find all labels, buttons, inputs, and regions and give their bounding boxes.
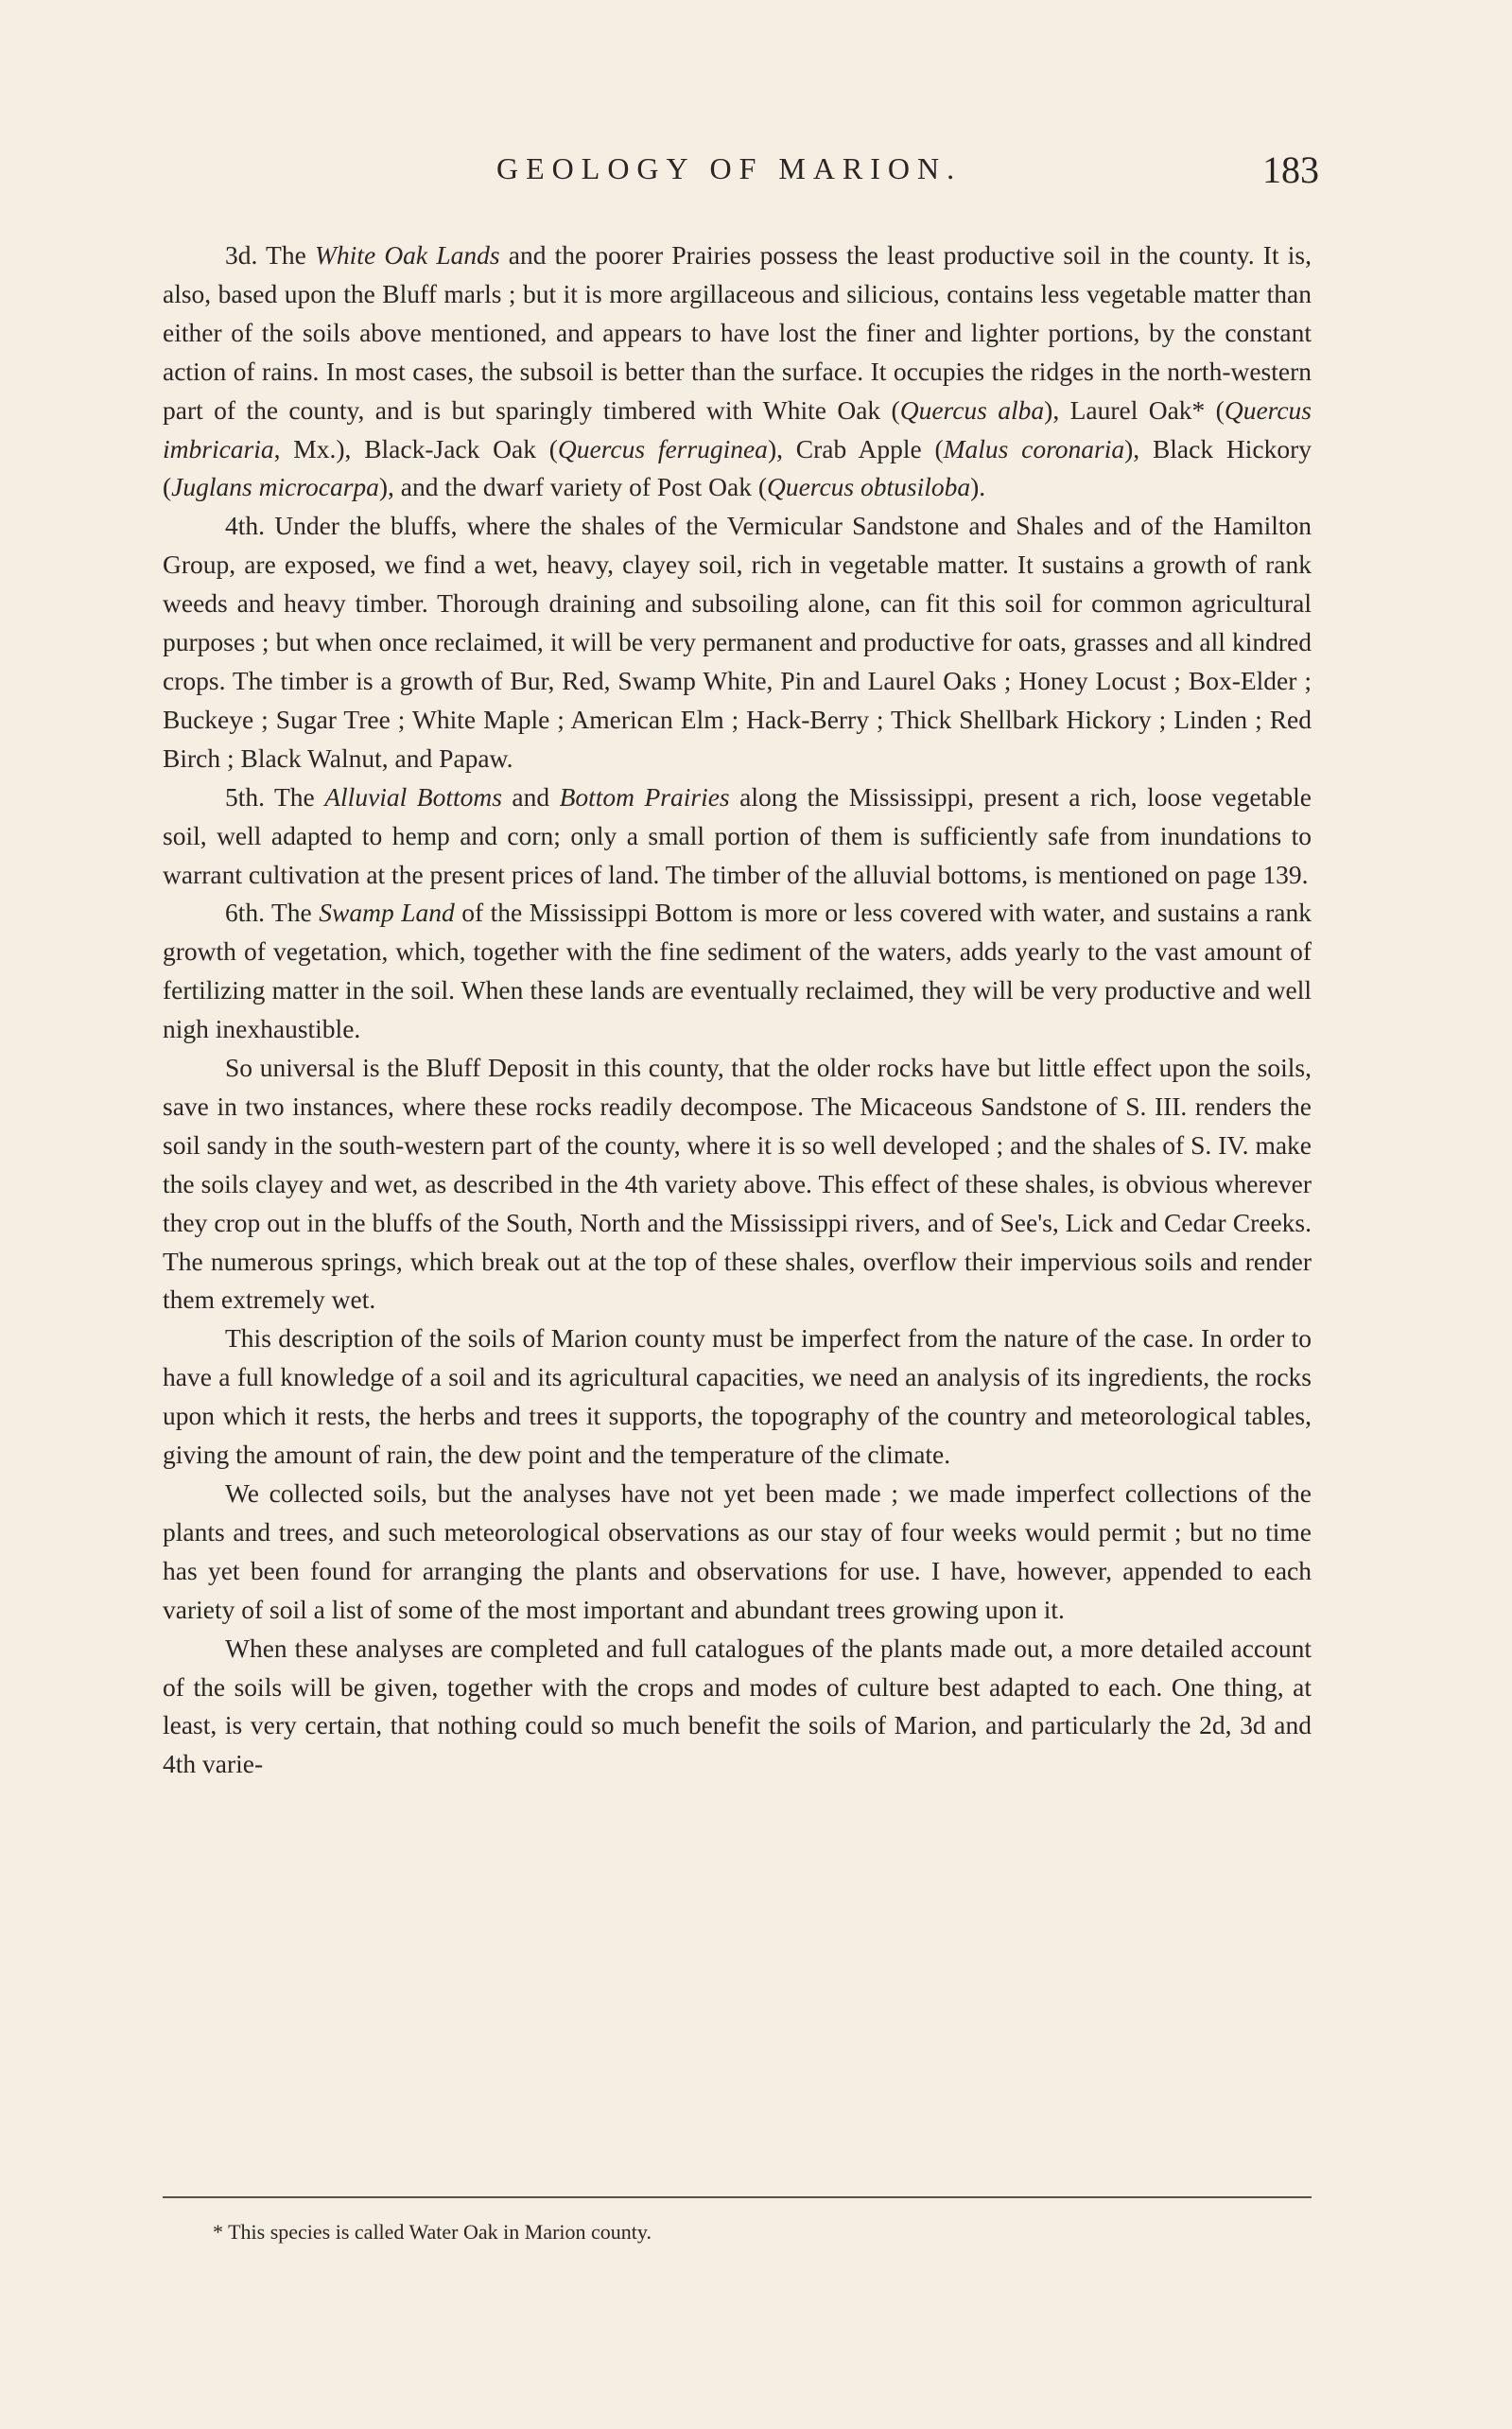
footnote-rule (163, 2196, 1312, 2198)
paragraph-alluvial-bottoms (163, 778, 1312, 895)
latin-name: Quercus imbricaria (163, 394, 1312, 463)
latin-name: Quercus alba (899, 394, 1045, 425)
page-number: 183 (1262, 149, 1319, 191)
italic-term: White Oak Lands (315, 240, 500, 270)
paragraph-bluff-deposit: So universal is the Bluff Deposit in this county, that the older rocks have but little effect upon the soils, save in two instances, where these rocks readily decompose. The Micaceous Sandstone of S. III. renders the soil sandy in the south-western part of the county, where it is so well developed ; and the shales of S. IV. make the soils clayey and wet, as described in the 4th variety above. This effect of these shales, is obvious wherever they crop out in the bluffs of the South, North and the Mississippi rivers, and of See's, Lick and Cedar Creeks. The numerous springs, which break out at the top of these shales, overflow their impervious soils and render them extremely wet. (163, 1053, 1312, 1315)
latin-name: Quercus ferruginea (557, 433, 768, 463)
text-run: of the Mississippi Bottom is more or less covered with water, and sustains a rank growth of vegetation, which, together with the fine sediment of the waters, adds yearly to the vast amount of fertilizing matter in the soil. When these lands are eventually reclaimed, they will be very productive and well nigh inexhaustible. (163, 898, 1312, 1044)
text-run: ). (970, 472, 986, 502)
text-run: and (501, 781, 560, 812)
text-run: 6th. The (225, 898, 320, 928)
italic-term: Bottom Prairies (559, 781, 730, 812)
latin-name: Malus coronaria (943, 433, 1125, 463)
paragraph-swamp-land (163, 894, 1312, 1049)
body-text (163, 236, 1312, 1784)
text-run: ), and the dwarf variety of Post Oak ( (378, 472, 767, 502)
latin-name: Juglans microcarpa (171, 472, 379, 502)
paragraph-analyses-completed: When these analyses are completed and full catalogues of the plants made out, a more detailed account of the soils will be given, together with the crops and modes of culture best adapted to each. One thing, at least, is very certain, that nothing could so much benefit the soils of Marion, and particularly the 2d, 3d and 4th varie- (163, 1633, 1312, 1779)
text-run: 5th. The (225, 781, 325, 812)
text-run: ), Laurel Oak* ( (1044, 394, 1225, 425)
running-title: GEOLOGY OF MARION. (496, 151, 963, 185)
text-run: and the poorer Prairies possess the least productive soil in the county. It is, also, based upon the Bluff marls ; but it is more argillaceous and silicious, contains less vegetable matter than either of the soils above mentioned, and appears to have lost the finer and lighter portions, by the constant action of rains. In most cases, the subsoil is better than the surface. It occupies the ridges in the north-western part of the county, and is but sparingly timbered with White Oak ( (163, 240, 1312, 425)
paragraph-white-oak-lands (163, 236, 1312, 507)
running-head (161, 148, 1319, 195)
footnote: * This species is called Water Oak in Marion county. (213, 2220, 652, 2244)
italic-term: Swamp Land (319, 898, 455, 928)
text-run: ), Crab Apple ( (767, 433, 944, 463)
latin-name: Quercus obtusiloba (766, 472, 971, 502)
paragraph-under-the-bluffs: 4th. Under the bluffs, where the shales of the Vermicular Sandstone and Shales and of the Hamilton Group, are exposed, we find a wet, heavy, clayey soil, rich in vegetable matter. It sustains a growth of rank weeds and heavy timber. Thorough draining and subsoiling alone, can fit this soil for common agricultural purposes ; but when once reclaimed, it will be very permanent and productive for oats, grasses and all kindred crops. The timber is a growth of Bur, Red, Swamp White, Pin and Laurel Oaks ; Honey Locust ; Box-Elder ; Buckeye ; Sugar Tree ; White Maple ; American Elm ; Hack-Berry ; Thick Shellbark Hickory ; Linden ; Red Birch ; Black Walnut, and Papaw. (163, 511, 1312, 773)
text-run: 3d. The (225, 240, 315, 270)
text-run: ), Black Hickory ( (163, 433, 1312, 502)
italic-term: Alluvial Bottoms (324, 781, 502, 812)
text-run: , Mx.), Black-Jack Oak ( (273, 433, 558, 463)
text-run: along the Mississippi, present a rich, loose vegetable soil, well adapted to hemp and corn; only a small portion of them is sufficiently safe from inundations to warrant cultivation at the present prices of land. The timber of the alluvial bottoms, is mentioned on page 139. (163, 781, 1312, 889)
paragraph-description-imperfect: This description of the soils of Marion county must be imperfect from the nature of the case. In order to have a full knowledge of a soil and its agricultural capacities, we need an analysis of its ingredients, the rocks upon which it rests, the herbs and trees it supports, the topography of the country and meteorological tables, giving the amount of rain, the dew point and the temperature of the climate. (163, 1323, 1312, 1470)
paragraph-collected-soils: We collected soils, but the analyses have not yet been made ; we made imperfect collections of the plants and trees, and such meteorological observations as our stay of four weeks would permit ; but no time has yet been found for arranging the plants and observations for use. I have, however, appended to each variety of soil a list of some of the most important and abundant trees growing upon it. (163, 1478, 1312, 1624)
